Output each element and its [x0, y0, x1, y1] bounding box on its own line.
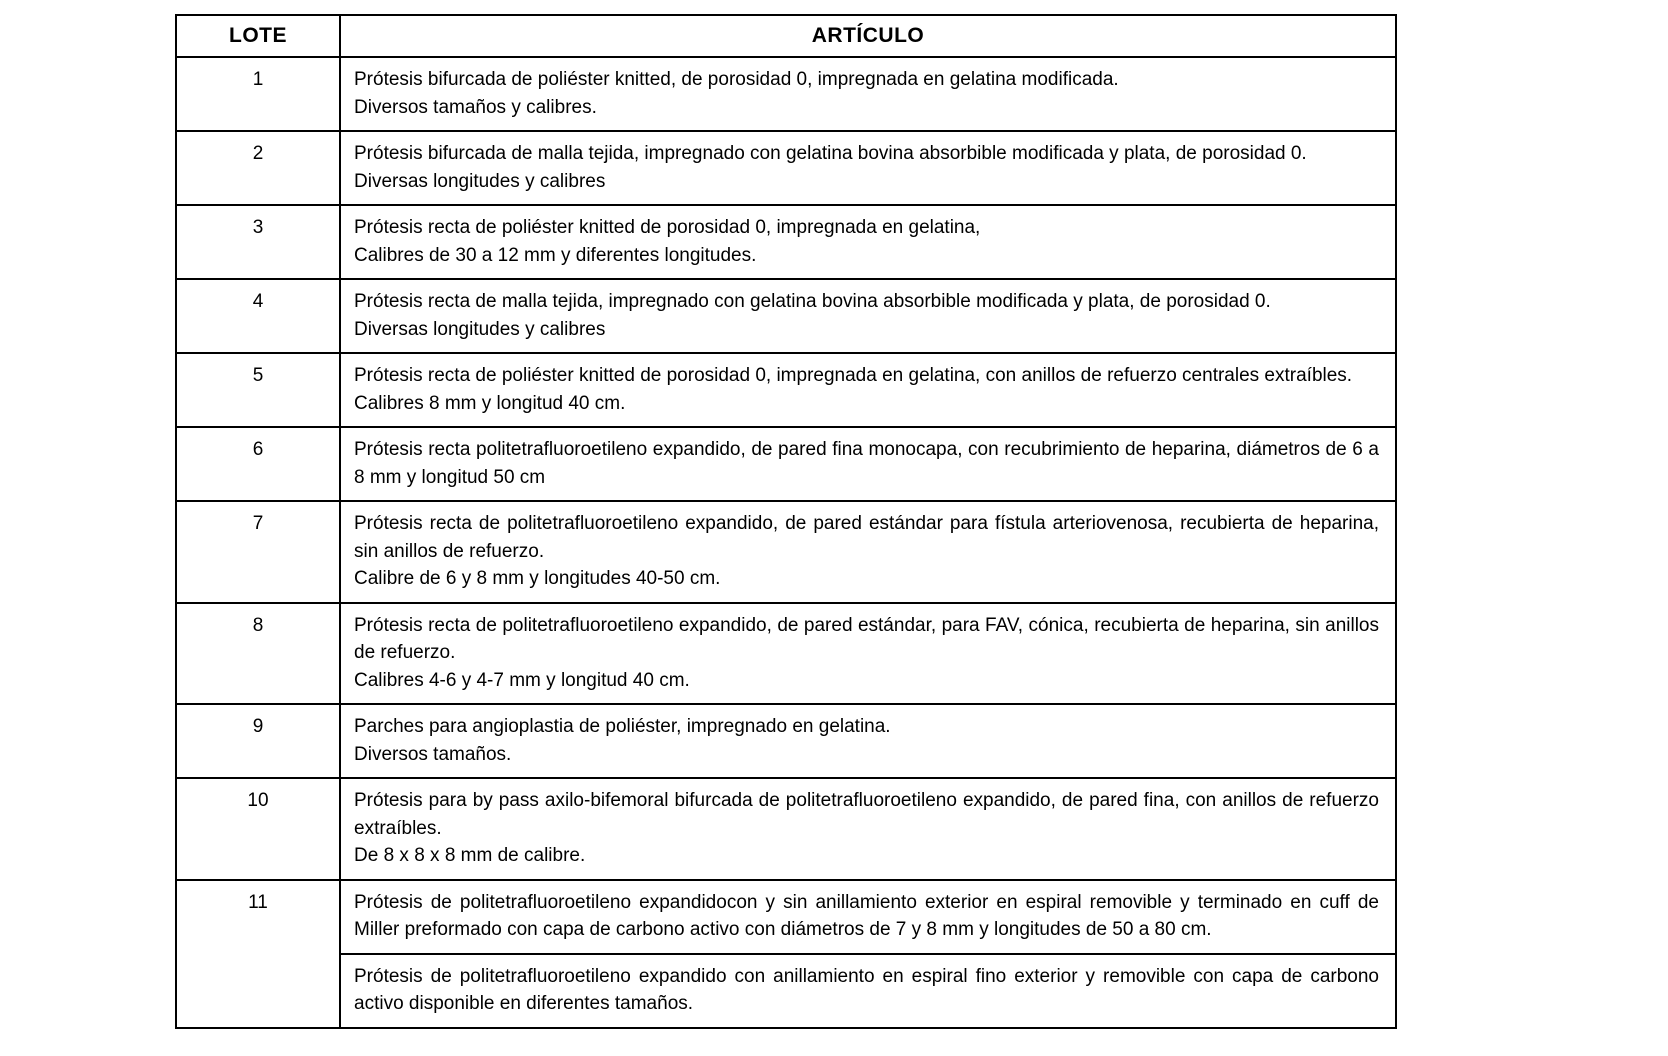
table-row: [176, 353, 1396, 427]
article-cell: [340, 954, 1396, 1028]
article-text: Diversas longitudes y calibres: [354, 318, 606, 340]
lots-table-header: [176, 15, 1396, 57]
article-cell: [340, 880, 1396, 954]
article-cell: [340, 778, 1396, 880]
article-text: Prótesis recta de malla tejida, impregnado con gelatina bovina absorbible modificada y plata, de porosidad 0.: [354, 291, 1271, 312]
table-row: [176, 704, 1396, 778]
article-text: Prótesis recta de politetrafluoroetileno expandido, de pared estándar para fístula arteriovenosa, recubierta de heparina, sin anillos de refuerzo.: [354, 513, 1379, 562]
article-cell: [340, 57, 1396, 131]
article-text: Diversos tamaños.: [354, 743, 512, 765]
article-text: Parches para angioplastia de poliéster, impregnado en gelatina.: [354, 716, 891, 737]
article-cell: [340, 131, 1396, 205]
table-row: [176, 778, 1396, 880]
article-text: Prótesis bifurcada de malla tejida, impregnado con gelatina bovina absorbible modificada y plata, de porosidad 0.: [354, 143, 1307, 164]
article-cell: [340, 704, 1396, 778]
article-text: Calibres 4-6 y 4-7 mm y longitud 40 cm.: [354, 669, 690, 691]
lote-cell: 10: [176, 778, 340, 880]
lots-table-body: [176, 57, 1396, 1028]
article-text: Calibres 8 mm y longitud 40 cm.: [354, 392, 626, 414]
lote-cell: 3: [176, 205, 340, 279]
article-text: Prótesis bifurcada de poliéster knitted, de porosidad 0, impregnada en gelatina modificada.: [354, 69, 1119, 90]
table-row: [176, 880, 1396, 954]
lote-cell: 8: [176, 603, 340, 705]
article-text: Prótesis de politetrafluoroetileno expandido con anillamiento en espiral fino exterior y removible con capa de carbono activo disponible en diferentes tamaños.: [354, 965, 1379, 1014]
lote-cell: 11: [176, 880, 340, 1028]
article-text: Prótesis de politetrafluoroetileno expandidocon y sin anillamiento exterior en espiral removible y terminado en cuff de Miller preformado con capa de carbono activo con diámetros de 7 y 8 mm y longitudes de 50 a 80 cm.: [354, 891, 1379, 940]
article-text: Calibre de 6 y 8 mm y longitudes 40-50 cm.: [354, 568, 721, 589]
lote-cell: 5: [176, 353, 340, 427]
table-row: [176, 279, 1396, 353]
table-row: [176, 57, 1396, 131]
article-text: Calibres de 30 a 12 mm y diferentes longitudes.: [354, 244, 757, 266]
article-text: Prótesis recta politetrafluoroetileno expandido, de pared fina monocapa, con recubrimiento de heparina, diámetros de 6 a 8 mm y longitud 50 cm: [354, 439, 1379, 488]
lote-cell: 9: [176, 704, 340, 778]
table-row: [176, 427, 1396, 501]
header-row: [176, 15, 1396, 57]
table-row: [176, 954, 1396, 1028]
article-cell: [340, 279, 1396, 353]
table-row: [176, 205, 1396, 279]
article-text: Prótesis recta de poliéster knitted de porosidad 0, impregnada en gelatina, con anillos de refuerzo centrales extraíbles.: [354, 365, 1353, 386]
article-cell: [340, 603, 1396, 705]
article-cell: [340, 353, 1396, 427]
article-cell: [340, 205, 1396, 279]
lote-cell: 4: [176, 279, 340, 353]
lots-table: [175, 14, 1397, 1029]
article-text: Prótesis para by pass axilo-bifemoral bifurcada de politetrafluoroetileno expandido, de pared fina, con anillos de refuerzo extraíbles.: [354, 790, 1379, 839]
lote-cell: 2: [176, 131, 340, 205]
table-row: [176, 131, 1396, 205]
article-text: Prótesis recta de politetrafluoroetileno expandido, de pared estándar, para FAV, cónica, recubierta de heparina, sin anillos de refuerzo.: [354, 614, 1379, 663]
column-header-lote: LOTE: [176, 15, 340, 57]
article-text: Diversas longitudes y calibres: [354, 170, 606, 192]
article-cell: [340, 427, 1396, 501]
article-text: De 8 x 8 x 8 mm de calibre.: [354, 845, 586, 866]
table-row: [176, 501, 1396, 603]
lote-cell: 6: [176, 427, 340, 501]
table-row: [176, 603, 1396, 705]
lote-cell: 1: [176, 57, 340, 131]
article-text: Diversos tamaños y calibres.: [354, 96, 597, 118]
article-text: Prótesis recta de poliéster knitted de porosidad 0, impregnada en gelatina,: [354, 217, 981, 238]
article-cell: [340, 501, 1396, 603]
lote-cell: 7: [176, 501, 340, 603]
column-header-articulo: ARTÍCULO: [340, 15, 1396, 57]
